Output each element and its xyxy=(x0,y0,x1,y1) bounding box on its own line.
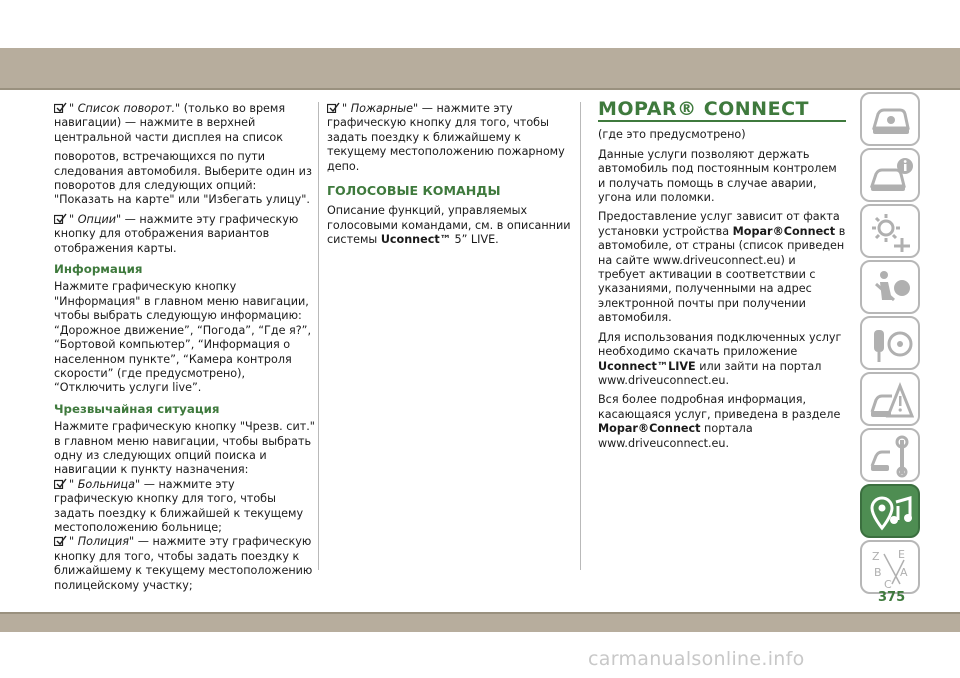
tab-climate[interactable] xyxy=(860,204,920,258)
information-paragraph: Нажмите графическую кнопку "Информация" в главном меню навигации, чтобы выбрать следующую информацию: “Дорожное движение”, “Погода”, “Где я?”, “Бортовой компьютер”, “Информация о населенном пункте”, “Камера контроля скорости” (где предусмотрено), “Отключить услуги live”. xyxy=(54,280,312,395)
police-label: Полиция xyxy=(77,535,129,549)
tab-car-dashboard[interactable] xyxy=(860,92,920,146)
tab-multimedia[interactable] xyxy=(860,484,920,538)
list-item-options: " Опции" — нажмите эту графическую кнопку для отображения вариантов отображения карты. xyxy=(54,212,299,255)
warning-triangle-icon xyxy=(868,378,914,422)
car-dashboard-icon xyxy=(868,98,914,142)
page-number: 375 xyxy=(878,590,906,605)
svg-text:A: A xyxy=(900,566,908,579)
text-column-1 xyxy=(54,102,316,598)
tab-index[interactable] xyxy=(860,540,920,594)
list-item-hospital: " Больница" — нажмите эту графическую кнопку для того, чтобы задать поездку к ближайшей к текущему местоположению больнице; xyxy=(54,477,304,534)
heading-emergency: Чрезвычайная ситуация xyxy=(54,401,220,416)
checkbox-icon xyxy=(54,213,67,224)
wrench-icon xyxy=(868,434,914,478)
turn-list-label: Список поворот. xyxy=(77,102,176,115)
multimedia-nav-icon xyxy=(868,490,914,534)
header-rule xyxy=(0,88,960,90)
list-item-firefighters: " Пожарные" — нажмите эту графическую кнопку для того, чтобы задать поездку к ближайшему к текущему местоположению пожарному депо. xyxy=(327,102,565,173)
checkbox-icon xyxy=(54,535,67,546)
availability-note: (где это предусмотрено) xyxy=(598,128,746,142)
tab-airbag[interactable] xyxy=(860,260,920,314)
checkbox-icon xyxy=(54,102,67,113)
voice-commands-paragraph: Описание функций, управляемых голосовыми командами, см. в описаннии системы Uconnect™ 5” LIVE. xyxy=(327,204,571,247)
tab-maintenance[interactable] xyxy=(860,428,920,482)
column-divider xyxy=(580,102,581,570)
tab-key-start[interactable] xyxy=(860,316,920,370)
firefighters-label: Пожарные xyxy=(350,102,414,115)
footer-band xyxy=(0,614,960,632)
airbag-icon xyxy=(868,266,914,310)
list-item-police: " Полиция" — нажмите эту графическую кнопку для того, чтобы задать поездку к ближайшему к текущему местоположению полицейскому участку; xyxy=(54,535,313,592)
hospital-label: Больница xyxy=(77,477,136,491)
watermark: carmanualsonline.info xyxy=(588,648,805,670)
checkbox-icon xyxy=(54,478,67,489)
turn-list-description: поворотов, встречающихся по пути следования автомобиля. Выберите один из поворотов для следующих опций: "Показать на карте" или "Избегать улицу". xyxy=(54,150,312,207)
car-info-icon xyxy=(868,154,914,198)
text-column-3 xyxy=(598,98,846,456)
emergency-paragraph: Нажмите графическую кнопку "Чрезв. сит." в главном меню навигации, чтобы выбрать одну из следующих опций поиска и навигации к пункту назначения: xyxy=(54,420,315,477)
page-top-margin xyxy=(0,0,960,48)
tab-car-info[interactable] xyxy=(860,148,920,202)
section-title: MOPAR® CONNECT xyxy=(598,102,846,122)
heading-voice-commands: ГОЛОСОВЫЕ КОМАНДЫ xyxy=(327,183,501,199)
header-band xyxy=(0,48,960,88)
checkbox-icon xyxy=(327,102,340,113)
svg-text:B: B xyxy=(874,566,882,579)
column-divider xyxy=(318,102,319,570)
more-info-paragraph: Вся более подробная информация, касающаяся услуг, приведена в разделе Mopar®Connect портала www.driveuconnect.eu. xyxy=(598,393,841,450)
key-start-icon xyxy=(868,322,914,366)
provision-paragraph: Предоставление услуг зависит от факта установки устройства Mopar®Connect в автомобиле, от страны (список приведен на сайте www.driveuconnect.eu) и требует активации в соответствии с указаниями, полученными на адрес электронной почты при получении автомобиля. xyxy=(598,210,846,325)
svg-text:Z: Z xyxy=(872,550,880,563)
climate-icon xyxy=(868,210,914,254)
svg-text:C: C xyxy=(884,578,892,590)
alphabetical-index-icon xyxy=(868,546,914,590)
svg-text:E: E xyxy=(898,548,905,561)
usage-paragraph: Для использования подключенных услуг необходимо скачать приложение Uconnect™LIVE или зайти на портал www.driveuconnect.eu. xyxy=(598,330,842,387)
services-paragraph: Данные услуги позволяют держать автомобиль под постоянным контролем и получать помощь в случае аварии, угона или поломки. xyxy=(598,147,837,205)
heading-information: Информация xyxy=(54,262,143,277)
options-label: Опции xyxy=(77,212,116,226)
tab-warning[interactable] xyxy=(860,372,920,426)
text-column-2 xyxy=(327,102,573,253)
list-item-turn-list: " Список поворот." (только во время навигации) — нажмите в верхней центральной части дисплея на список xyxy=(54,102,286,144)
